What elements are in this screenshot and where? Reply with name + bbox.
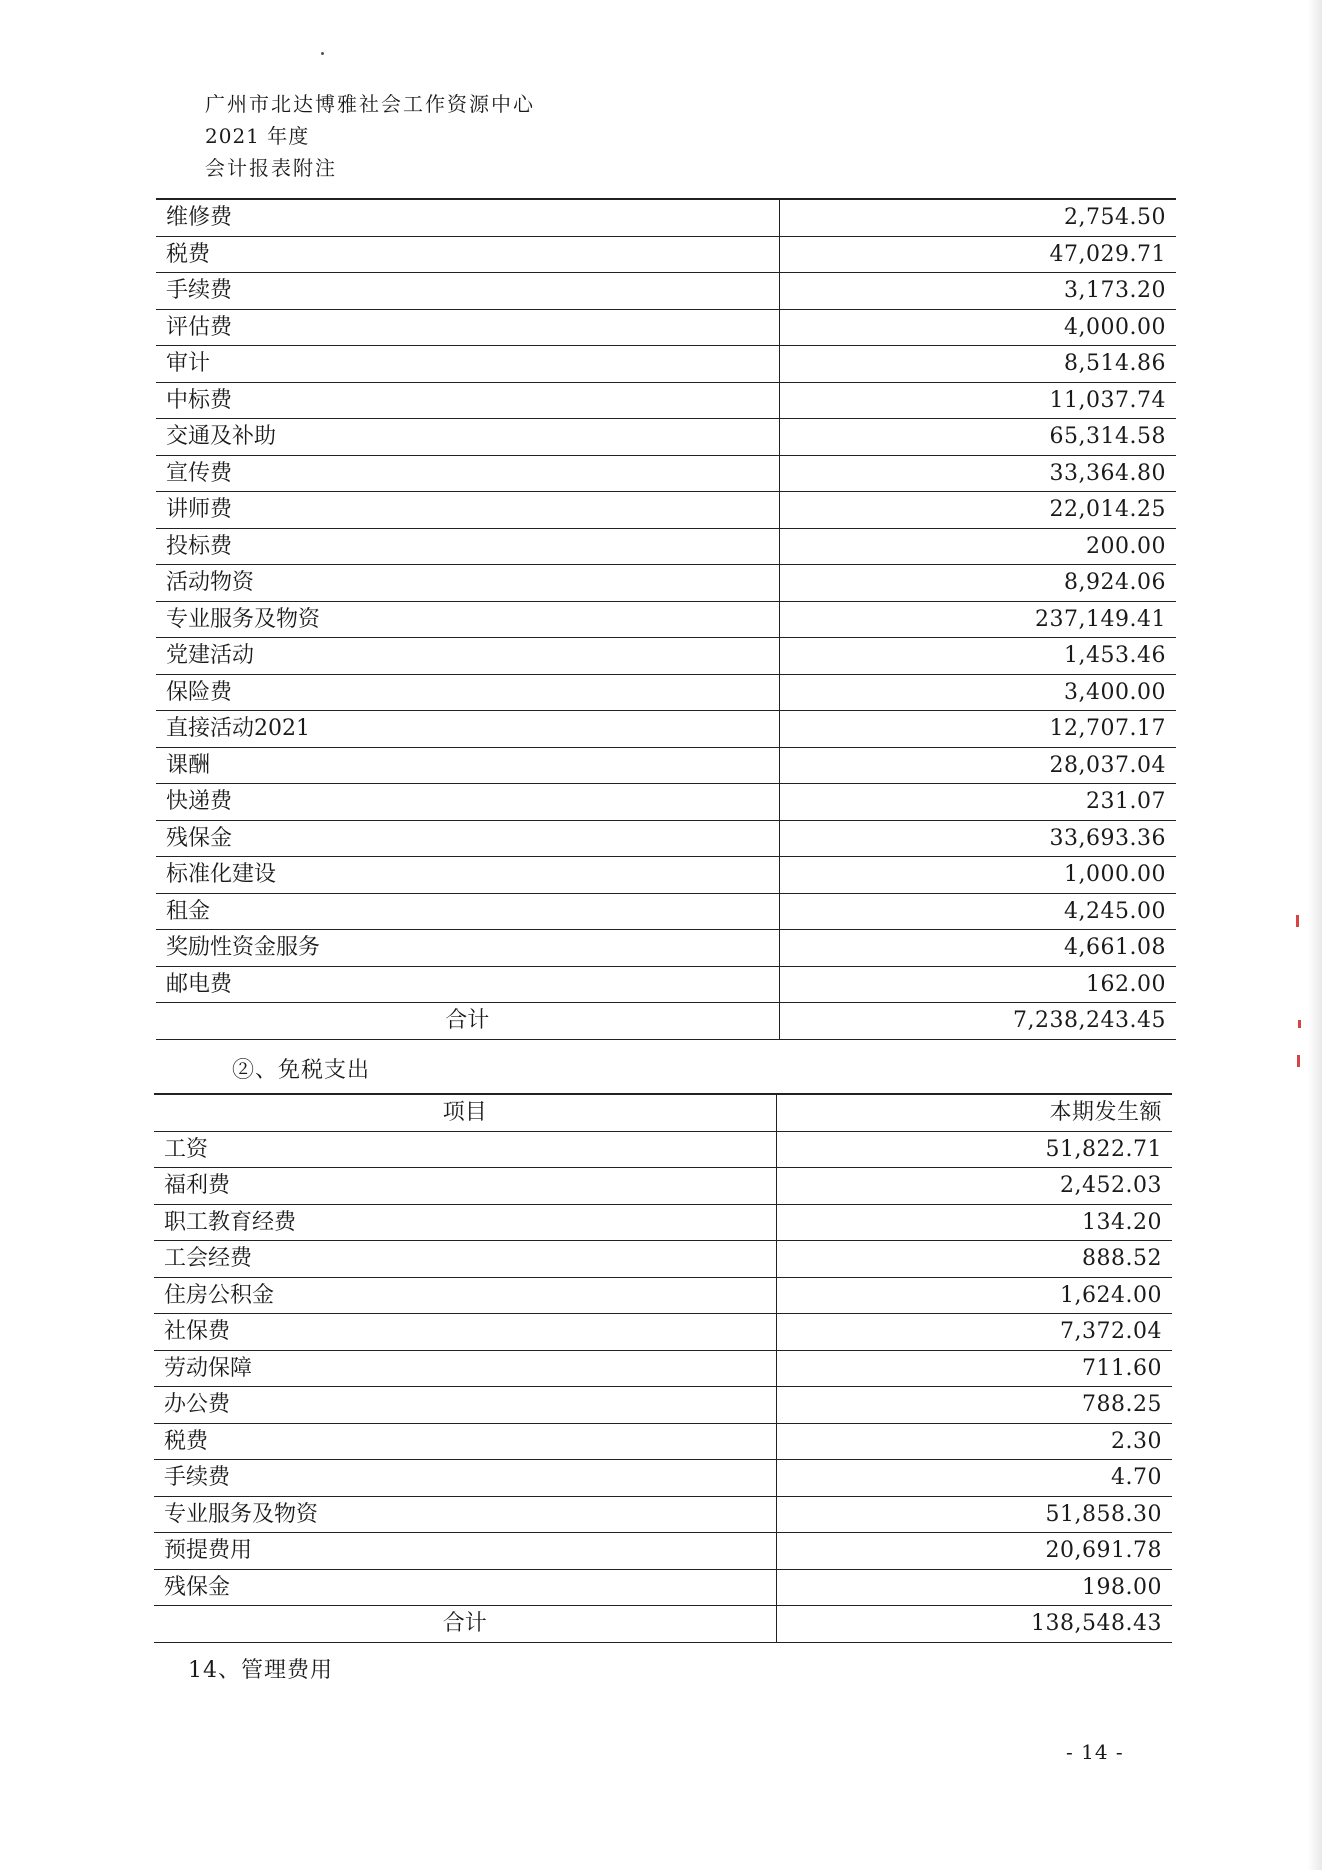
amount-cell: 4,245.00: [779, 893, 1176, 930]
table-row: [156, 820, 1176, 857]
header-row: [154, 1094, 1172, 1131]
red-mark: [1298, 1020, 1301, 1028]
item-cell: 住房公积金: [154, 1277, 776, 1314]
item-cell: 税费: [156, 236, 779, 273]
item-cell: 税费: [154, 1423, 776, 1460]
amount-cell: 51,858.30: [776, 1496, 1172, 1533]
item-cell: 课酬: [156, 747, 779, 784]
table-row: [154, 1533, 1172, 1570]
item-cell: 交通及补助: [156, 419, 779, 456]
organization-name: 广州市北达博雅社会工作资源中心: [205, 92, 535, 116]
item-cell: 活动物资: [156, 565, 779, 602]
amount-cell: 12,707.17: [779, 711, 1176, 748]
table-row: [154, 1277, 1172, 1314]
table-row: [154, 1423, 1172, 1460]
amount-cell: 33,693.36: [779, 820, 1176, 857]
table-row: [156, 419, 1176, 456]
red-mark: [1296, 915, 1299, 927]
amount-cell: 47,029.71: [779, 236, 1176, 273]
table-row: [154, 1460, 1172, 1497]
item-cell: 讲师费: [156, 492, 779, 529]
table-row: [154, 1350, 1172, 1387]
amount-cell: 237,149.41: [779, 601, 1176, 638]
red-mark: [1297, 1055, 1300, 1067]
table-row: [156, 711, 1176, 748]
item-cell: 手续费: [156, 273, 779, 310]
total-row: [156, 1003, 1176, 1040]
item-cell: 福利费: [154, 1168, 776, 1205]
item-cell: 职工教育经费: [154, 1204, 776, 1241]
amount-cell: 33,364.80: [779, 455, 1176, 492]
amount-cell: 3,400.00: [779, 674, 1176, 711]
section-title-tax-exempt: ②、免税支出: [232, 1058, 371, 1083]
item-cell: 投标费: [156, 528, 779, 565]
amount-cell: 65,314.58: [779, 419, 1176, 456]
table-row: [156, 966, 1176, 1003]
expense-table-continued: [156, 198, 1176, 1040]
total-amount-cell: 138,548.43: [776, 1606, 1172, 1643]
amount-cell: 1,000.00: [779, 857, 1176, 894]
column-header-item: 项目: [154, 1094, 776, 1131]
item-cell: 标准化建设: [156, 857, 779, 894]
item-cell: 党建活动: [156, 638, 779, 675]
table-row: [154, 1131, 1172, 1168]
amount-cell: 888.52: [776, 1241, 1172, 1278]
next-section-title: 14、管理费用: [188, 1658, 333, 1683]
document-title: 会计报表附注: [205, 156, 337, 180]
table-row: [156, 747, 1176, 784]
table-row: [156, 382, 1176, 419]
amount-cell: 162.00: [779, 966, 1176, 1003]
total-row: [154, 1606, 1172, 1643]
amount-cell: 711.60: [776, 1350, 1172, 1387]
page-edge: [1308, 0, 1322, 1870]
amount-cell: 8,924.06: [779, 565, 1176, 602]
amount-cell: 198.00: [776, 1569, 1172, 1606]
total-label-cell: 合计: [154, 1606, 776, 1643]
item-cell: 快递费: [156, 784, 779, 821]
document-header: [205, 88, 805, 184]
item-cell: 租金: [156, 893, 779, 930]
table-row: [154, 1168, 1172, 1205]
amount-cell: 4.70: [776, 1460, 1172, 1497]
item-cell: 专业服务及物资: [154, 1496, 776, 1533]
table-row: [154, 1314, 1172, 1351]
table-row: [156, 638, 1176, 675]
item-cell: 审计: [156, 346, 779, 383]
table-row: [156, 601, 1176, 638]
table-row: [154, 1204, 1172, 1241]
page-number: - 14 -: [1066, 1740, 1124, 1764]
table-row: [156, 857, 1176, 894]
amount-cell: 8,514.86: [779, 346, 1176, 383]
item-cell: 直接活动2021: [156, 711, 779, 748]
item-cell: 社保费: [154, 1314, 776, 1351]
amount-cell: 20,691.78: [776, 1533, 1172, 1570]
column-header-amount: 本期发生额: [776, 1094, 1172, 1131]
amount-cell: 28,037.04: [779, 747, 1176, 784]
amount-cell: 4,661.08: [779, 930, 1176, 967]
amount-cell: 134.20: [776, 1204, 1172, 1241]
amount-cell: 2.30: [776, 1423, 1172, 1460]
item-cell: 保险费: [156, 674, 779, 711]
table-row: [156, 199, 1176, 236]
item-cell: 残保金: [156, 820, 779, 857]
item-cell: 劳动保障: [154, 1350, 776, 1387]
item-cell: 残保金: [154, 1569, 776, 1606]
amount-cell: 231.07: [779, 784, 1176, 821]
table-row: [156, 492, 1176, 529]
total-label-cell: 合计: [156, 1003, 779, 1040]
table-row: [156, 784, 1176, 821]
table-row: [156, 455, 1176, 492]
tax-exempt-expense-table: [154, 1093, 1172, 1643]
item-cell: 宣传费: [156, 455, 779, 492]
amount-cell: 51,822.71: [776, 1131, 1172, 1168]
item-cell: 办公费: [154, 1387, 776, 1424]
item-cell: 工资: [154, 1131, 776, 1168]
table-row: [154, 1241, 1172, 1278]
table-row: [156, 236, 1176, 273]
table-row: [154, 1569, 1172, 1606]
table-row: [156, 273, 1176, 310]
item-cell: 邮电费: [156, 966, 779, 1003]
report-year: 2021 年度: [205, 124, 310, 148]
total-amount-cell: 7,238,243.45: [779, 1003, 1176, 1040]
table-row: [156, 565, 1176, 602]
amount-cell: 200.00: [779, 528, 1176, 565]
table-row: [154, 1496, 1172, 1533]
amount-cell: 1,453.46: [779, 638, 1176, 675]
item-cell: 预提费用: [154, 1533, 776, 1570]
table-row: [156, 674, 1176, 711]
amount-cell: 3,173.20: [779, 273, 1176, 310]
item-cell: 中标费: [156, 382, 779, 419]
amount-cell: 7,372.04: [776, 1314, 1172, 1351]
amount-cell: 4,000.00: [779, 309, 1176, 346]
table-row: [156, 528, 1176, 565]
table-row: [156, 930, 1176, 967]
amount-cell: 11,037.74: [779, 382, 1176, 419]
amount-cell: 22,014.25: [779, 492, 1176, 529]
scan-speck: [321, 52, 324, 55]
item-cell: 工会经费: [154, 1241, 776, 1278]
table-row: [156, 309, 1176, 346]
amount-cell: 2,452.03: [776, 1168, 1172, 1205]
table-row: [156, 893, 1176, 930]
table-row: [154, 1387, 1172, 1424]
item-cell: 奖励性资金服务: [156, 930, 779, 967]
item-cell: 维修费: [156, 199, 779, 236]
item-cell: 手续费: [154, 1460, 776, 1497]
item-cell: 评估费: [156, 309, 779, 346]
amount-cell: 1,624.00: [776, 1277, 1172, 1314]
amount-cell: 788.25: [776, 1387, 1172, 1424]
table-row: [156, 346, 1176, 383]
amount-cell: 2,754.50: [779, 199, 1176, 236]
item-cell: 专业服务及物资: [156, 601, 779, 638]
